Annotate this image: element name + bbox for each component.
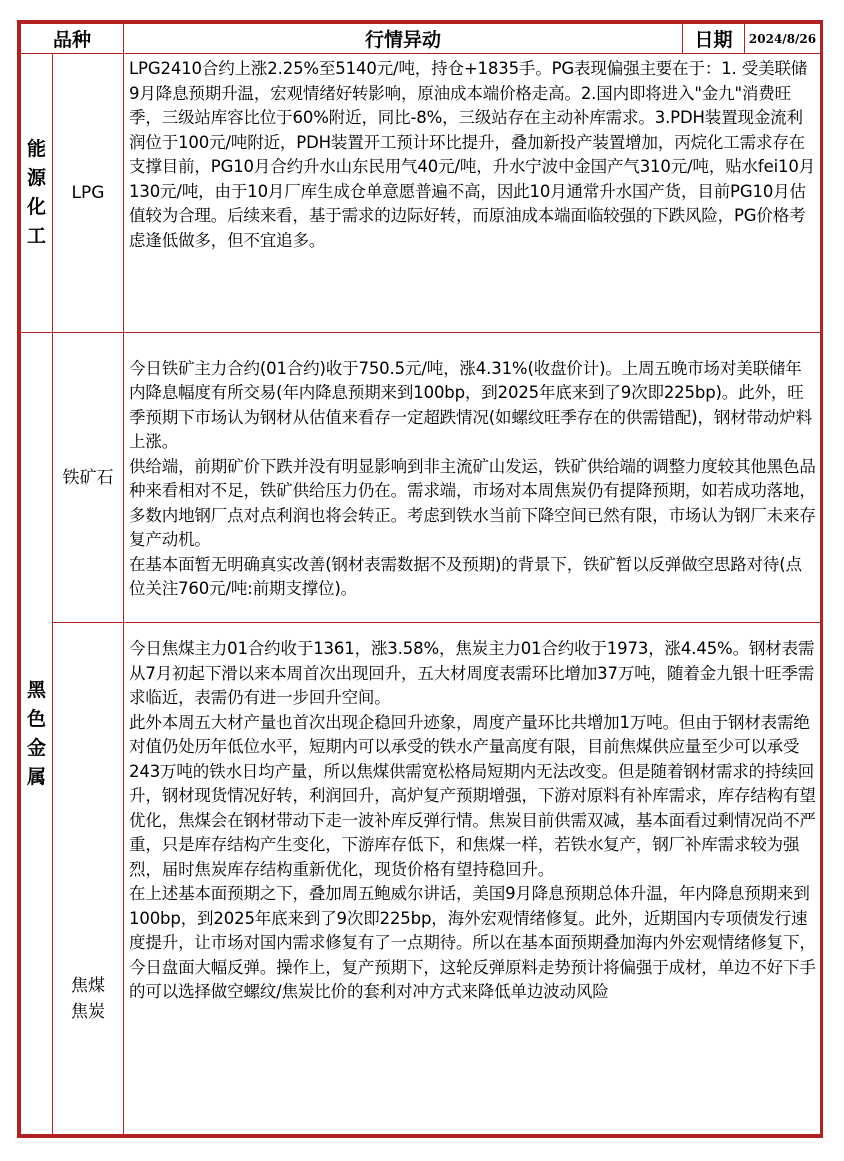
category-energy-chemical: 能 源 化 工 bbox=[21, 54, 53, 333]
row-lpg bbox=[21, 54, 821, 333]
iron-ore-commentary bbox=[124, 333, 821, 623]
paragraph: 此外本周五大材产量也首次出现企稳回升迹象，周度产量环比共增加1万吨。但由于钢材表需绝对值仍处历年低位水平，短期内可以承受的铁水产量高度有限，目前焦煤供应量至少可以承受243万吨的铁水日均产量，所以焦煤供需宽松格局短期内无法改变。但是随着钢材需求的持续回升，钢材现货情况好转，利润回升，高炉复产预期增强，下游对原料有补库需求，库存结构有望优化，焦煤会在钢材带动下走一波补库反弹行情。焦炭目前供需双减，基本面看过剩情况尚不严重，只是库存结构产生变化，下游库存低下，和焦煤一样，若铁水复产，钢厂补库需求较为强烈，届时焦炭库存结构重新优化，现货价格有望持稳回升。 bbox=[129, 712, 816, 879]
header-variety: 品种 bbox=[21, 24, 124, 54]
header-date-label: 日期 bbox=[683, 24, 745, 54]
lpg-commentary bbox=[124, 54, 821, 333]
paragraph: 今日焦煤主力01合约收于1361，涨3.58%，焦炭主力01合约收于1973，涨4.45%。钢材表需从7月初起下滑以来本周首次出现回升，五大材周度表需环比增加37万吨，随着金九银十旺季需求临近，表需仍有进一步回升空间。 bbox=[129, 639, 815, 707]
paragraph: 供给端，前期矿价下跌并没有明显影响到非主流矿山发运，铁矿供给端的调整力度较其他黑色品种来看相对不足，铁矿供给压力仍在。需求端，市场对本周焦炭仍有提降预期，如若成功落地，多数内地钢厂点对点利润也将会转正。考虑到铁水当前下降空间已然有限，市场认为钢厂未来存复产动机。 bbox=[129, 456, 816, 549]
coking-coal-coke-commentary bbox=[124, 623, 821, 1135]
product-coking-coal-coke: 焦煤 焦炭 bbox=[53, 623, 124, 1135]
header-market-movement: 行情异动 bbox=[124, 24, 683, 54]
market-report-table bbox=[20, 23, 821, 1135]
product-iron-ore: 铁矿石 bbox=[53, 333, 124, 623]
paragraph: 今日铁矿主力合约(01合约)收于750.5元/吨，涨4.31%(收盘价计)。上周五晚市场对美联储年内降息幅度有所交易(年内降息预期来到100bp，到2025年底来到了9次即225bp)。此外，旺季预期下市场认为钢材从估值来看存一定超跌情况(如螺纹旺季存在的供需错配)，钢材带动炉料上涨。 bbox=[129, 358, 812, 451]
product-lpg: LPG bbox=[53, 54, 124, 333]
paragraph: 在上述基本面预期之下，叠加周五鲍威尔讲话，美国9月降息预期总体升温，年内降息预期来到100bp，到2025年底来到了9次即225bp，海外宏观情绪修复。此外，近期国内专项债发行速度提升，让市场对国内需求修复有了一点期待。所以在基本面预期叠加海内外宏观情绪修复下，今日盘面大幅反弹。操作上，复产预期下，这轮反弹原料走势预计将偏强于成材，单边不好下手的可以选择做空螺纹/焦炭比价的套利对冲方式来降低单边波动风险 bbox=[129, 884, 816, 1001]
header-date-value: 2024/8/26 bbox=[745, 24, 821, 54]
paragraph: LPG2410合约上涨2.25%至5140元/吨，持仓+1835手。PG表现偏强主要在于：1. 受美联储9月降息预期升温，宏观情绪好转影响，原油成本端价格走高。2.国内即将进入"金九"消费旺季，三级站库容比位于60%附近，同比-8%，三级站存在主动补库需求。3.PDH装置现金流利润位于100元/吨附近，PDH装置开工预计环比提升，叠加新投产装置增加，丙烷化工需求存在支撑目前，PG10月合约升水山东民用气40元/吨，升水宁波中金国产气310元/吨，贴水fei10月130元/吨，由于10月厂库生成仓单意愿普遍不高，因此10月通常升水国产货，目前PG10月估值较为合理。后续来看，基于需求的边际好转，而原油成本端面临较强的下跌风险，PG价格考虑逢低做多，但不宜追多。 bbox=[129, 59, 816, 250]
category-ferrous-metals: 黑 色 金 属 bbox=[21, 333, 53, 1135]
header-row bbox=[21, 24, 821, 54]
row-iron-ore bbox=[21, 333, 821, 623]
report-table-frame bbox=[17, 20, 823, 1138]
row-coking-coal-coke bbox=[21, 623, 821, 1135]
paragraph: 在基本面暂无明确真实改善(钢材表需数据不及预期)的背景下，铁矿暂以反弹做空思路对待(点位关注760元/吨:前期支撑位)。 bbox=[129, 554, 802, 598]
